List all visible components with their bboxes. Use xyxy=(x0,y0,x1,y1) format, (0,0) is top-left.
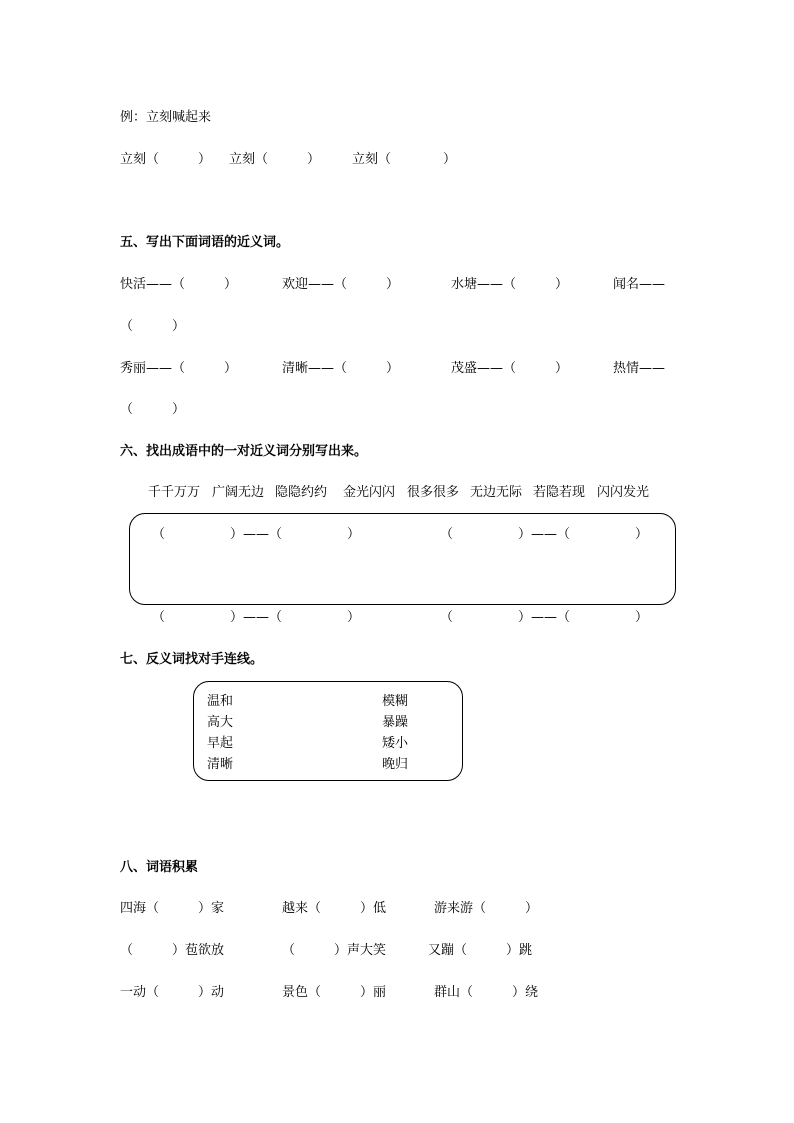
idiom: 广阔无边 xyxy=(212,485,265,500)
section6-title: 六、找出成语中的一对近义词分别写出来。 xyxy=(120,444,368,459)
synonym-pair-blank[interactable]: （ ）——（ ） xyxy=(152,527,361,542)
phrase-blank[interactable]: 越来（ ）低 xyxy=(282,901,387,916)
antonym-left-word[interactable]: 早起 xyxy=(207,736,234,751)
phrase-blank[interactable]: （ ）苞欲放 xyxy=(120,943,225,958)
idiom: 若隐若现 xyxy=(533,485,586,500)
synonym-pair-blank[interactable]: （ ）——（ ） xyxy=(440,527,649,542)
phrase-blank[interactable]: 景色（ ）丽 xyxy=(282,985,387,1000)
synonym-pair-blank[interactable]: （ ）——（ ） xyxy=(152,610,361,625)
section5-title: 五、写出下面词语的近义词。 xyxy=(120,235,290,250)
section7-title: 七、反义词找对手连线。 xyxy=(120,652,264,667)
synonym-blank[interactable]: 秀丽——（ ） xyxy=(120,361,238,376)
example-blank-3[interactable]: 立刻（ ） xyxy=(352,152,457,167)
synonym-blank[interactable]: 水塘——（ ） xyxy=(451,277,569,292)
antonym-right-word[interactable]: 暴躁 xyxy=(382,715,409,730)
synonym-blank[interactable]: 快活——（ ） xyxy=(120,277,238,292)
phrase-blank[interactable]: 群山（ ）绕 xyxy=(434,985,539,1000)
synonym-blank[interactable]: 欢迎——（ ） xyxy=(282,277,400,292)
synonym-blank[interactable]: 热情—— xyxy=(613,361,666,376)
example-blank-2[interactable]: 立刻（ ） xyxy=(229,152,321,167)
example-blank-1[interactable]: 立刻（ ） xyxy=(120,152,212,167)
synonym-blank[interactable]: 茂盛——（ ） xyxy=(451,361,569,376)
antonym-left-word[interactable]: 高大 xyxy=(207,715,234,730)
synonym-blank[interactable]: 清晰——（ ） xyxy=(282,361,400,376)
phrase-blank[interactable]: 一动（ ）动 xyxy=(120,985,225,1000)
synonym-pair-blank[interactable]: （ ）——（ ） xyxy=(440,610,649,625)
idiom: 金光闪闪 xyxy=(343,485,396,500)
antonym-right-word[interactable]: 模糊 xyxy=(382,694,409,709)
idiom: 隐隐约约 xyxy=(275,485,328,500)
idiom: 千千万万 xyxy=(148,485,201,500)
idiom: 闪闪发光 xyxy=(597,485,650,500)
antonym-match-box xyxy=(193,681,463,781)
antonym-left-word[interactable]: 温和 xyxy=(207,694,234,709)
synonym-blank-cont[interactable]: （ ） xyxy=(120,402,186,417)
synonym-blank-cont[interactable]: （ ） xyxy=(120,319,186,334)
section8-title: 八、词语积累 xyxy=(120,860,199,875)
antonym-right-word[interactable]: 矮小 xyxy=(382,736,409,751)
phrase-blank[interactable]: （ ）声大笑 xyxy=(282,943,387,958)
idiom: 很多很多 xyxy=(407,485,460,500)
example-label: 例：立刻喊起来 xyxy=(120,110,212,125)
synonym-blank[interactable]: 闻名—— xyxy=(613,277,666,292)
idiom: 无边无际 xyxy=(470,485,523,500)
antonym-right-word[interactable]: 晚归 xyxy=(382,757,409,772)
antonym-left-word[interactable]: 清晰 xyxy=(207,757,234,772)
phrase-blank[interactable]: 四海（ ）家 xyxy=(120,901,225,916)
phrase-blank[interactable]: 又蹦（ ）跳 xyxy=(428,943,533,958)
phrase-blank[interactable]: 游来游（ ） xyxy=(434,901,539,916)
